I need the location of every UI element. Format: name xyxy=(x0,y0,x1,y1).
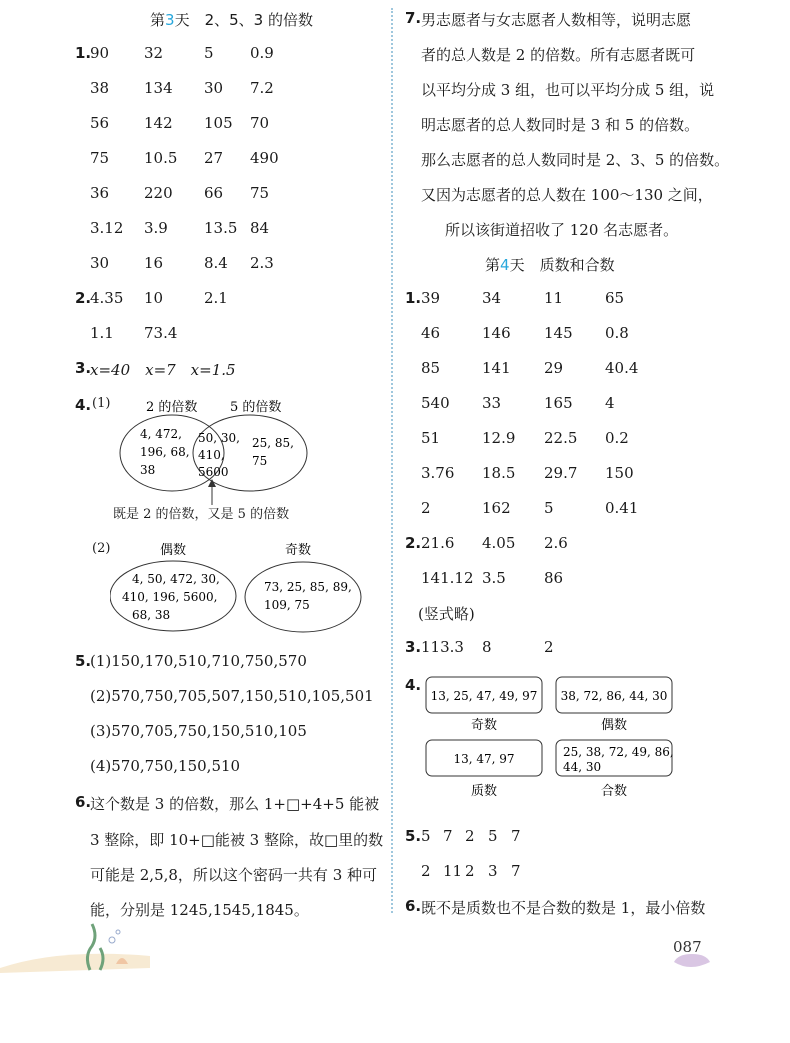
r-q2-cell: 21.6 xyxy=(421,534,455,552)
q1-cell: 75 xyxy=(250,184,270,202)
q2-cell: 2.1 xyxy=(204,289,228,307)
r-q7-line: 男志愿者与女志愿者人数相等，说明志愿 xyxy=(421,11,692,29)
r-q3-number: 3. xyxy=(405,638,422,656)
r-q1-cell: 540 xyxy=(421,394,450,412)
r-q1-cell: 4 xyxy=(605,394,615,412)
q1-cell: 32 xyxy=(144,44,164,62)
r-q7-line: 那么志愿者的总人数同时是 2、3、5 的倍数。 xyxy=(421,151,730,169)
parity-diagram xyxy=(110,538,370,638)
r-q3-value: 8 xyxy=(482,638,492,656)
r-q2-cell: 86 xyxy=(544,569,564,587)
r-q1-cell: 51 xyxy=(421,429,441,447)
venn-both: 5600 xyxy=(198,465,229,479)
r-q5-cell: 7 xyxy=(511,827,521,845)
r-q2-cell: 141.12 xyxy=(421,569,474,587)
venn-a-only: 38 xyxy=(140,463,156,477)
r-q2-note: (竖式略) xyxy=(418,605,475,623)
r-q2-cell: 2.6 xyxy=(544,534,568,552)
venn-b-only: 25, 85, xyxy=(252,436,294,450)
even-title: 偶数 xyxy=(160,543,187,558)
r-q4-number: 4. xyxy=(405,676,422,694)
r-q1-cell: 5 xyxy=(544,499,554,517)
r-q5-cell: 3 xyxy=(488,862,498,880)
r-q1-cell: 11 xyxy=(544,289,564,307)
r-q1-cell: 33 xyxy=(482,394,502,412)
prime-box-values: 13, 47, 97 xyxy=(453,752,515,766)
q2-cell: 1.1 xyxy=(90,324,114,342)
venn-a-only: 196, 68, xyxy=(140,445,190,459)
q1-cell: 105 xyxy=(204,114,233,132)
r-q5-cell: 7 xyxy=(443,827,453,845)
q1-cell: 38 xyxy=(90,79,110,97)
q1-cell: 220 xyxy=(144,184,173,202)
r-q7-line: 所以该街道招收了 120 名志愿者。 xyxy=(445,221,679,239)
q1-number: 1. xyxy=(75,44,92,62)
r-q2-cell: 3.5 xyxy=(482,569,506,587)
r-q1-cell: 29 xyxy=(544,359,564,377)
q1-cell: 90 xyxy=(90,44,110,62)
r-q5-cell: 11 xyxy=(443,862,463,880)
venn-both: 410, xyxy=(198,448,225,462)
r-q1-cell: 46 xyxy=(421,324,441,342)
day4-title: 第4天 质数和合数 xyxy=(485,256,615,274)
q4-part1-label: (1) xyxy=(92,396,111,411)
q5-number: 5. xyxy=(75,652,92,670)
r-q1-cell: 29.7 xyxy=(544,464,578,482)
r-q1-cell: 12.9 xyxy=(482,429,516,447)
r-q1-cell: 0.2 xyxy=(605,429,629,447)
prime-box-label: 质数 xyxy=(470,784,498,799)
q1-cell: 84 xyxy=(250,219,270,237)
q3-answer: x=40 x=7 x=1.5 xyxy=(90,361,236,379)
q1-cell: 75 xyxy=(90,149,110,167)
page-number: 087 xyxy=(673,938,702,956)
r-q7-number: 7. xyxy=(405,9,422,27)
r-q1-number: 1. xyxy=(405,289,422,307)
r-q1-cell: 150 xyxy=(605,464,634,482)
r-q7-line: 又因为志愿者的总人数在 100～130 之间， xyxy=(421,186,713,204)
r-q1-cell: 146 xyxy=(482,324,511,342)
q1-cell: 490 xyxy=(250,149,279,167)
bubble-icon xyxy=(109,937,115,943)
r-q1-cell: 18.5 xyxy=(482,464,516,482)
odd-values: 73, 25, 85, 89, xyxy=(264,580,352,594)
r-q1-cell: 162 xyxy=(482,499,511,517)
q1-cell: 8.4 xyxy=(204,254,228,272)
r-q5-cell: 2 xyxy=(465,862,475,880)
q6-line: 能，分别是 1245,1545,1845。 xyxy=(90,901,309,919)
even-values: 68, 38 xyxy=(132,608,171,622)
r-q5-number: 5. xyxy=(405,827,422,845)
composite-box-label: 合数 xyxy=(600,784,628,799)
q1-cell: 3.9 xyxy=(144,219,168,237)
q2-cell: 73.4 xyxy=(144,324,178,342)
odd-ellipse xyxy=(245,562,361,632)
day3-title: 第3天 2、5、3 的倍数 xyxy=(150,11,313,29)
r-q7-line: 明志愿者的总人数同时是 3 和 5 的倍数。 xyxy=(421,116,700,134)
even-box-label: 偶数 xyxy=(600,718,628,733)
q1-cell: 56 xyxy=(90,114,110,132)
r-q5-cell: 5 xyxy=(421,827,431,845)
venn-note: 既是 2 的倍数，又是 5 的倍数 xyxy=(113,507,290,522)
r-q7-line: 者的总人数是 2 的倍数。所有志愿者既可 xyxy=(421,46,696,64)
q2-cell: 4.35 xyxy=(90,289,124,307)
composite-box-values: 44, 30 xyxy=(563,760,602,774)
page-number-shell xyxy=(668,932,718,972)
q5-line: (4)570,750,150,510 xyxy=(90,757,241,775)
column-divider xyxy=(391,8,393,913)
number-classification-boxes xyxy=(420,676,680,806)
r-q1-cell: 34 xyxy=(482,289,502,307)
bubble-icon xyxy=(116,930,120,934)
r-q1-cell: 165 xyxy=(544,394,573,412)
r-q1-cell: 141 xyxy=(482,359,511,377)
r-q7-line: 以平均分成 3 组，也可以平均分成 5 组，说 xyxy=(421,81,715,99)
q1-cell: 5 xyxy=(204,44,214,62)
r-q5-cell: 5 xyxy=(488,827,498,845)
even-values: 410, 196, 5600, xyxy=(122,590,218,604)
r-q1-cell: 2 xyxy=(421,499,431,517)
q1-cell: 66 xyxy=(204,184,224,202)
r-q5-cell: 7 xyxy=(511,862,521,880)
q1-cell: 16 xyxy=(144,254,164,272)
r-q1-cell: 65 xyxy=(605,289,625,307)
odd-title: 奇数 xyxy=(285,543,312,558)
r-q1-cell: 85 xyxy=(421,359,441,377)
r-q1-cell: 145 xyxy=(544,324,573,342)
q1-cell: 7.2 xyxy=(250,79,274,97)
q4-number: 4. xyxy=(75,396,92,414)
venn-label-multiples-of-2: 2 的倍数 xyxy=(146,400,198,415)
r-q1-cell: 0.8 xyxy=(605,324,629,342)
r-q6-text: 既不是质数也不是合数的数是 1，最小倍数 xyxy=(421,899,706,917)
r-q6-number: 6. xyxy=(405,897,422,915)
odd-values: 109, 75 xyxy=(264,598,310,612)
venn-label-multiples-of-5: 5 的倍数 xyxy=(230,400,282,415)
q2-cell: 10 xyxy=(144,289,164,307)
r-q2-cell: 4.05 xyxy=(482,534,516,552)
r-q1-cell: 22.5 xyxy=(544,429,578,447)
r-q1-cell: 40.4 xyxy=(605,359,639,377)
q1-cell: 70 xyxy=(250,114,270,132)
r-q1-cell: 3.76 xyxy=(421,464,455,482)
r-q3-value: 2 xyxy=(544,638,554,656)
q1-cell: 134 xyxy=(144,79,173,97)
q1-cell: 142 xyxy=(144,114,173,132)
q6-line: 可能是 2,5,8，所以这个密码一共有 3 种可 xyxy=(90,866,378,884)
q1-cell: 13.5 xyxy=(204,219,238,237)
odd-box-values: 13, 25, 47, 49, 97 xyxy=(430,689,538,703)
q1-cell: 3.12 xyxy=(90,219,124,237)
r-q5-cell: 2 xyxy=(465,827,475,845)
r-q1-cell: 39 xyxy=(421,289,441,307)
even-box-values: 38, 72, 86, 44, 30 xyxy=(560,689,668,703)
q6-number: 6. xyxy=(75,793,92,811)
venn-b-only: 75 xyxy=(252,454,268,468)
q1-cell: 0.9 xyxy=(250,44,274,62)
r-q1-cell: 0.41 xyxy=(605,499,639,517)
venn-a-only: 4, 472, xyxy=(140,427,182,441)
q3-number: 3. xyxy=(75,359,92,377)
seaweed-decoration xyxy=(0,918,160,978)
q2-number: 2. xyxy=(75,289,92,307)
q1-cell: 2.3 xyxy=(250,254,274,272)
q1-cell: 30 xyxy=(204,79,224,97)
q1-cell: 30 xyxy=(90,254,110,272)
q4-part2-label: (2) xyxy=(92,541,111,556)
q1-cell: 10.5 xyxy=(144,149,178,167)
composite-box-values: 25, 38, 72, 49, 86, xyxy=(563,745,674,759)
q5-line: (3)570,705,750,150,510,105 xyxy=(90,722,307,740)
r-q5-cell: 2 xyxy=(421,862,431,880)
odd-box-label: 奇数 xyxy=(470,718,498,733)
q5-line: (1)150,170,510,710,750,570 xyxy=(90,652,307,670)
r-q2-number: 2. xyxy=(405,534,422,552)
r-q3-value: 113.3 xyxy=(421,638,464,656)
q6-line: 3 整除，即 10+□能被 3 整除，故□里的数 xyxy=(90,831,384,849)
q5-line: (2)570,750,705,507,150,510,105,501 xyxy=(90,687,374,705)
venn-both: 50, 30, xyxy=(198,431,240,445)
q1-cell: 27 xyxy=(204,149,224,167)
q1-cell: 36 xyxy=(90,184,110,202)
even-values: 4, 50, 472, 30, xyxy=(132,572,220,586)
q6-line: 这个数是 3 的倍数，那么 1+□+4+5 能被 xyxy=(90,795,380,813)
